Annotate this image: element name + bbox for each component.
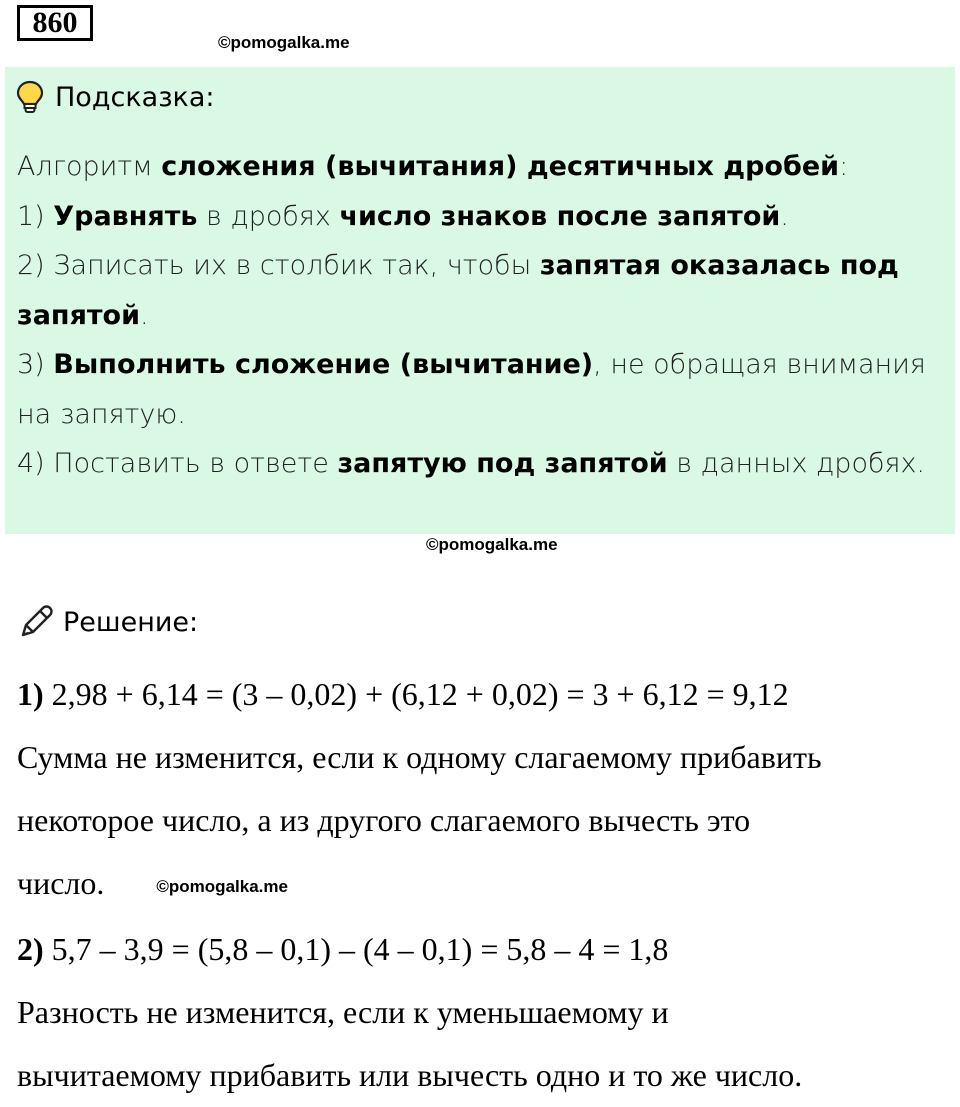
solution-1-line-1: Сумма не изменится, если к одному слагаемому прибавить	[17, 739, 822, 775]
solution-2-line-2: вычитаемому прибавить или вычесть одно и то же число.	[17, 1057, 803, 1094]
pencil-icon	[17, 603, 55, 641]
solution-1-line-2: некоторое число, а из другого слагаемого вычесть это	[17, 802, 751, 838]
solution-1-expression: 1) 2,98 + 6,14 = (3 – 0,02) + (6,12 + 0,02) = 3 + 6,12 = 9,12	[17, 676, 789, 712]
solution-title-text: Решение:	[63, 606, 199, 638]
hint-step-2: 2) Записать их в столбик так, чтобы запятая оказалась под запятой.	[17, 250, 899, 331]
task-number: 860	[17, 5, 93, 41]
hint-step-1: 1) Уравнять в дробях число знаков после запятой.	[17, 200, 789, 232]
hint-title-text: Подсказка:	[55, 81, 215, 113]
watermark-bottom: ©pomogalka.me	[156, 877, 288, 897]
hint-title	[15, 80, 215, 114]
solution-body	[17, 663, 952, 1107]
hint-step-3: 3) Выполнить сложение (вычитание), не обращая внимания на запятую.	[17, 349, 926, 430]
hint-intro: Алгоритм сложения (вычитания) десятичных дробей:	[17, 151, 849, 182]
hint-step-4: 4) Поставить в ответе запятую под запятой в данных дробях.	[17, 448, 926, 479]
hint-text	[17, 142, 937, 489]
lightbulb-icon	[15, 80, 45, 114]
solution-2-line-1: Разность не изменится, если к уменьшаемому и	[17, 994, 669, 1031]
solution-1-line-3: число. ©pomogalka.me	[17, 865, 288, 901]
solution-title	[17, 603, 198, 641]
watermark-middle: ©pomogalka.me	[426, 535, 558, 554]
watermark-top: ©pomogalka.me	[218, 33, 350, 52]
solution-2-expression: 2) 5,7 – 3,9 = (5,8 – 0,1) – (4 – 0,1) = 5,8 – 4 = 1,8	[17, 931, 669, 968]
